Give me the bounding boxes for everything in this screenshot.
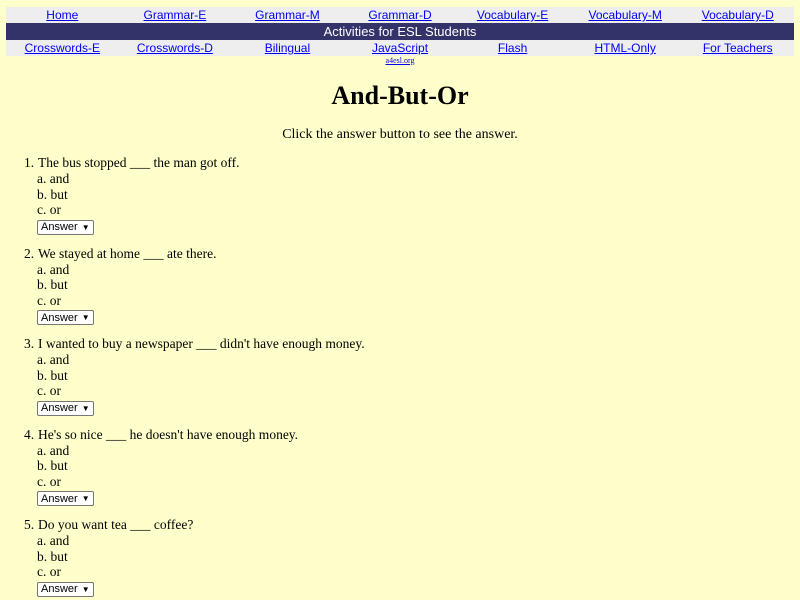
question-text-row: [24, 154, 239, 171]
answer-select-label: Answer: [41, 402, 78, 414]
question-text-row: [24, 335, 365, 352]
question-text-row: [24, 245, 216, 262]
answer-select[interactable]: [37, 401, 94, 416]
option-c: c. or: [37, 383, 61, 398]
option-a: a. and: [37, 171, 70, 186]
question-text: Do you want tea ___ coffee?: [38, 517, 194, 532]
nav-link-grammar-e[interactable]: Grammar-E: [143, 8, 207, 22]
nav-cell: [344, 40, 457, 56]
option-c: c. or: [37, 473, 61, 489]
answer-select[interactable]: [37, 310, 94, 325]
nav-cell: [456, 7, 569, 23]
option-a: a. and: [37, 261, 70, 277]
instructions: Click the answer button to see the answer.: [282, 127, 518, 142]
option-b: b. but: [37, 186, 68, 202]
nav-cell: [344, 7, 457, 23]
nav-link-crosswords-e[interactable]: Crosswords-E: [24, 41, 100, 55]
answer-select-label: Answer: [41, 583, 78, 595]
option-a: a. and: [37, 352, 70, 367]
site-link-row: [0, 56, 800, 65]
nav-cell: [231, 40, 344, 56]
question-number: 2.: [24, 245, 35, 261]
nav-link-crosswords-d[interactable]: Crosswords-D: [136, 41, 213, 55]
option-c: c. or: [37, 564, 61, 579]
nav-cell: [456, 40, 569, 56]
dropdown-arrow-icon: ▼: [81, 313, 90, 322]
option-a: a. and: [37, 533, 70, 548]
question-2: [24, 245, 216, 326]
question-3: [24, 335, 365, 416]
nav-cell: [119, 7, 232, 23]
dropdown-arrow-icon: ▼: [81, 494, 90, 503]
page-title: And-But-Or: [331, 81, 469, 110]
nav-link-html-only[interactable]: HTML-Only: [594, 41, 656, 55]
answer-select[interactable]: [37, 491, 94, 506]
question-1: [24, 154, 239, 235]
dropdown-arrow-icon: ▼: [81, 222, 90, 232]
site-link[interactable]: a4esl.org: [385, 56, 415, 65]
top-nav: [6, 7, 794, 23]
nav-cell: [569, 7, 682, 23]
question-4: [24, 426, 298, 507]
answer-select-label: Answer: [41, 221, 78, 233]
option-b: b. but: [37, 548, 68, 564]
nav-link-vocabulary-d[interactable]: Vocabulary-D: [701, 8, 774, 22]
nav-link-flash[interactable]: Flash: [497, 41, 528, 55]
nav-cell: [681, 40, 794, 56]
option-b: b. but: [37, 277, 68, 292]
option-c: c. or: [37, 202, 61, 217]
option-a: a. and: [37, 442, 70, 458]
nav-link-javascript[interactable]: JavaScript: [372, 41, 429, 55]
question-number: 3.: [24, 336, 35, 351]
answer-select-label: Answer: [41, 492, 78, 505]
question-number: 5.: [24, 517, 35, 532]
nav-cell: [569, 40, 682, 56]
option-c: c. or: [37, 292, 61, 308]
option-b: b. but: [37, 458, 68, 473]
site-banner: Activities for ESL Students: [6, 23, 794, 40]
question-text: He's so nice ___ he doesn't have enough money.: [38, 426, 299, 442]
answer-select-label: Answer: [41, 311, 78, 324]
question-text-row: [24, 516, 193, 533]
question-text: The bus stopped ___ the man got off.: [38, 155, 240, 170]
nav-link-for-teachers[interactable]: For Teachers: [702, 41, 773, 55]
question-5: [24, 516, 193, 597]
question-text: We stayed at home ___ ate there.: [38, 245, 217, 261]
question-number: 4.: [24, 426, 35, 442]
dropdown-arrow-icon: ▼: [81, 403, 90, 413]
dropdown-arrow-icon: ▼: [81, 584, 90, 594]
question-number: 1.: [24, 155, 35, 170]
nav-cell: [119, 40, 232, 56]
nav-link-grammar-m[interactable]: Grammar-M: [255, 8, 320, 22]
nav-link-bilingual[interactable]: Bilingual: [264, 41, 311, 55]
nav-link-grammar-d[interactable]: Grammar-D: [368, 8, 432, 22]
nav-cell: [6, 40, 119, 56]
question-text: I wanted to buy a newspaper ___ didn't have enough money.: [38, 336, 365, 351]
option-b: b. but: [37, 367, 68, 383]
nav-link-vocabulary-m[interactable]: Vocabulary-M: [588, 8, 662, 22]
nav-cell: [231, 7, 344, 23]
nav-link-vocabulary-e[interactable]: Vocabulary-E: [476, 8, 549, 22]
nav-cell: [681, 7, 794, 23]
bottom-nav: [6, 40, 794, 56]
nav-link-home[interactable]: Home: [46, 8, 79, 22]
answer-select[interactable]: [37, 220, 94, 235]
nav-cell: [6, 7, 119, 23]
question-text-row: [24, 426, 298, 443]
answer-select[interactable]: [37, 582, 94, 597]
